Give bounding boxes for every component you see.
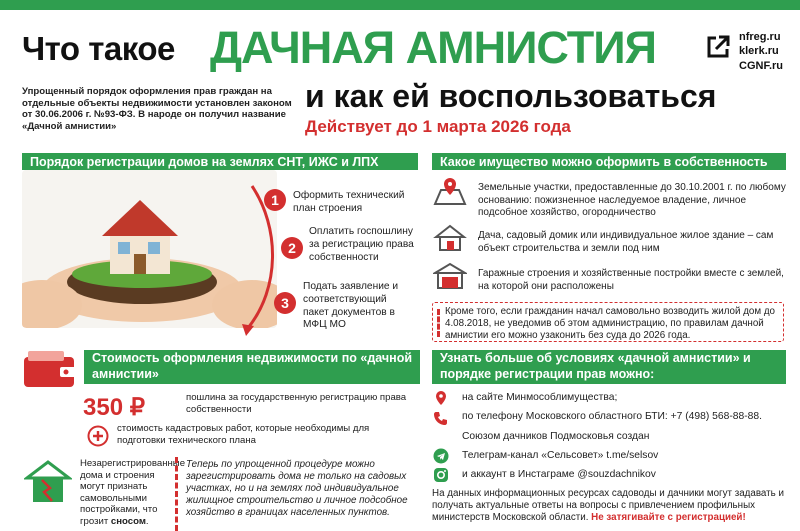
unregistered-warning xyxy=(22,458,186,527)
registration-call-to-action: Не затягивайте с регистрацией! xyxy=(591,511,746,523)
step-text: Подать заявление и соответствующий пакет документов в МФЦ МО xyxy=(303,281,399,331)
cadastral-description: стоимость кадастровых работ, которые необходимы для подготовки технического плана xyxy=(117,423,370,446)
step-text: Оформить технический план строения xyxy=(293,190,405,214)
telegram-icon xyxy=(433,448,449,464)
plus-icon xyxy=(87,425,109,447)
contacts-heading: Узнать больше об условиях «дачной амнистии» и порядке регистрации прав можно: xyxy=(432,350,786,384)
phone-icon xyxy=(433,410,449,426)
price-value: 350 ₽ xyxy=(83,394,145,421)
location-pin-icon xyxy=(433,390,449,406)
property-item: Земельные участки, предоставленные до 30.10.2001 г. по любому основанию: пожизненное наследуемое владение, личное подсобное хозяйство, огородничество xyxy=(478,182,786,218)
property-heading: Какое имущество можно оформить в собственность xyxy=(432,153,786,170)
intro-paragraph: Упрощенный порядок оформления прав граждан на отдельные объекты недвижимости установлен законом от 30.06.2006 г. №93-ФЗ. В народе он получил название «Дачной амнистии» xyxy=(22,86,292,132)
house-icon xyxy=(433,224,467,252)
contacts-footer-text: На данных информационных ресурсах садоводы и дачники могут задавать и получать актуальные ответы на вопросы с привлечением профильных министерств Московской области. xyxy=(432,488,784,523)
deadline-text: Действует до 1 марта 2026 года xyxy=(305,117,571,136)
instagram-icon xyxy=(433,467,449,483)
site-link[interactable]: CGNF.ru xyxy=(739,59,783,72)
cost-heading: Стоимость оформления недвижимости по «дачной амнистии» xyxy=(84,350,420,384)
site-link[interactable]: klerk.ru xyxy=(739,45,779,58)
property-item: Гаражные строения и хозяйственные постройки вместе с землей, на которой они расположены xyxy=(478,268,784,292)
property-note xyxy=(432,302,784,342)
title-highlight: ДАЧНАЯ АМНИСТИЯ xyxy=(210,22,656,73)
title-suffix: и как ей воспользоваться xyxy=(305,78,717,114)
garage-icon xyxy=(433,262,467,290)
instagram-link[interactable]: и аккаунт в Инстаграме @souzdachnikov xyxy=(462,469,656,480)
contacts-footer xyxy=(432,488,792,524)
telegram-link[interactable]: Телеграм-канал «Сельсовет» t.me/selsov xyxy=(462,450,659,461)
wallet-icon xyxy=(22,349,78,389)
step-number: 1 xyxy=(264,189,286,211)
property-item: Дача, садовый домик или индивидуальное жилое здание – сам объект строительства и земли под ним xyxy=(478,230,774,254)
site-link[interactable]: nfreg.ru xyxy=(739,31,781,43)
land-plot-icon xyxy=(433,176,467,206)
contact-item: на сайте Минмособлимущества; xyxy=(462,392,618,403)
price-description: пошлина за государственную регистрацию права собственности xyxy=(186,392,407,415)
unregistered-bold: сносом xyxy=(110,515,146,527)
procedure-note xyxy=(175,457,423,531)
step-number: 3 xyxy=(274,292,296,314)
contact-phone[interactable]: по телефону Московского областного БТИ: +7 (498) 568-88-88. xyxy=(462,411,762,422)
top-accent-bar xyxy=(0,0,800,10)
unregistered-text: Незарегистрированные дома и строения могут признать самовольными постройками, что грозит xyxy=(80,458,186,527)
unregistered-end: . xyxy=(145,515,149,527)
house-in-hands-illustration xyxy=(22,170,277,328)
step-number: 2 xyxy=(281,237,303,259)
procedure-note-text: Теперь по упрощенной процедуре можно зарегистрировать дома не только на садовых участках, но и на землях под индивидуальное жилищное строительство и личное подсобное хозяйство в границах населенных пунктов. xyxy=(186,459,408,518)
property-note-text: Кроме того, если гражданин начал самовольно возводить жилой дом до 4.08.2018, не уведомив об этом администрацию, по правилам дачной амнистии его можно узаконить без суда до 2026 года. xyxy=(445,306,775,341)
step-text: Оплатить госпошлину за регистрацию права собственности xyxy=(309,226,414,263)
external-link-icon xyxy=(705,34,731,60)
registration-heading: Порядок регистрации домов на землях СНТ, ИЖС и ЛПХ xyxy=(22,153,418,170)
contact-item: Союзом дачников Подмосковья создан xyxy=(462,431,650,442)
title-prefix: Что такое xyxy=(22,30,175,67)
